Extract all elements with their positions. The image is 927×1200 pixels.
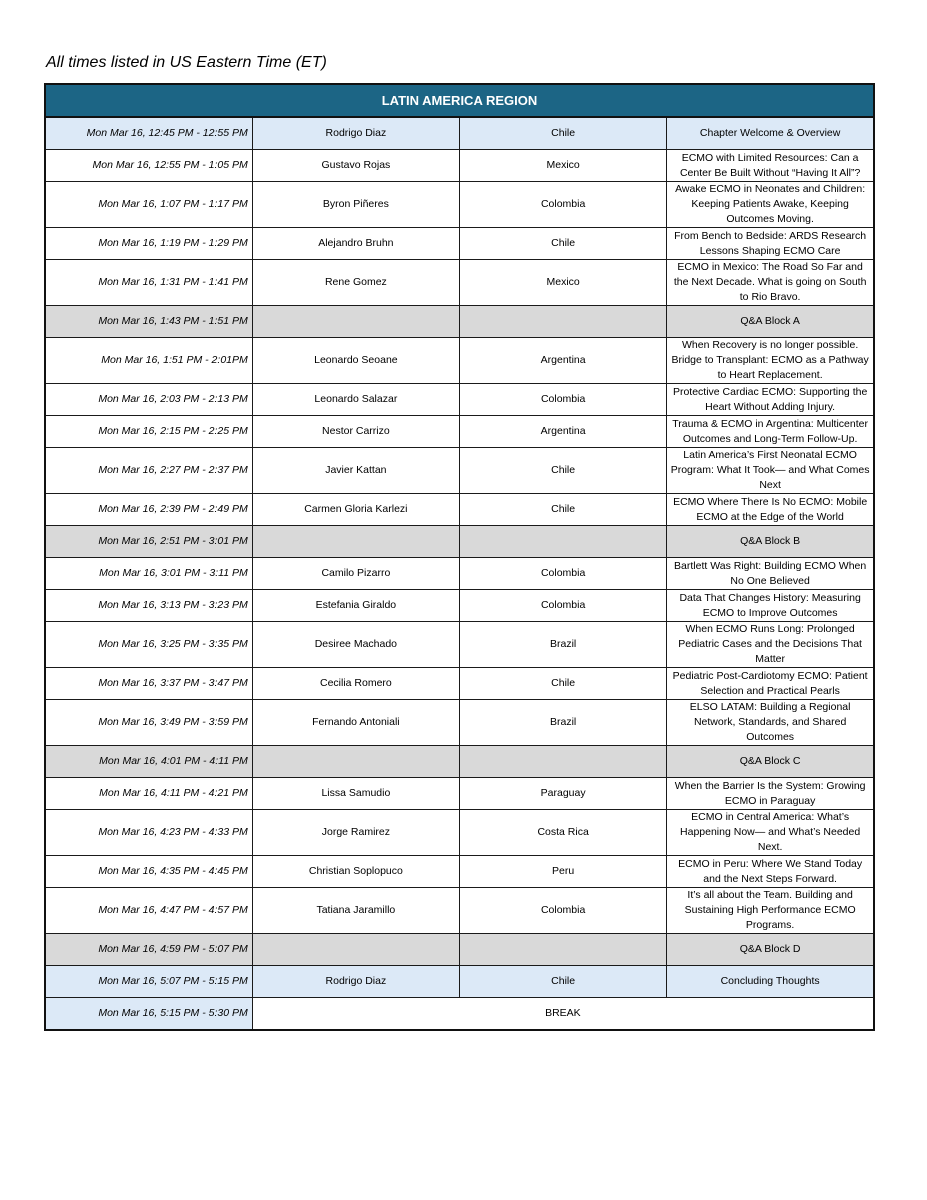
- session-time: Mon Mar 16, 3:37 PM - 3:47 PM: [45, 668, 252, 700]
- session-time: Mon Mar 16, 2:51 PM - 3:01 PM: [45, 526, 252, 558]
- session-speaker: Christian Soplopuco: [252, 856, 459, 888]
- timezone-note: All times listed in US Eastern Time (ET): [46, 54, 327, 71]
- session-row: [45, 810, 874, 856]
- session-title: Trauma & ECMO in Argentina: Multicenter Outcomes and Long-Term Follow-Up.: [667, 416, 874, 448]
- session-time: Mon Mar 16, 2:03 PM - 2:13 PM: [45, 384, 252, 416]
- schedule-body: [45, 84, 874, 1030]
- session-speaker: [252, 934, 459, 966]
- session-country: [460, 306, 667, 338]
- session-time: Mon Mar 16, 3:13 PM - 3:23 PM: [45, 590, 252, 622]
- session-country: [460, 934, 667, 966]
- session-time: Mon Mar 16, 2:15 PM - 2:25 PM: [45, 416, 252, 448]
- session-speaker: [252, 306, 459, 338]
- session-speaker: Leonardo Seoane: [252, 338, 459, 384]
- session-title: Q&A Block A: [667, 306, 874, 338]
- session-country: Chile: [460, 966, 667, 998]
- session-row: [45, 668, 874, 700]
- session-speaker: Estefania Giraldo: [252, 590, 459, 622]
- session-time: Mon Mar 16, 2:27 PM - 2:37 PM: [45, 448, 252, 494]
- session-title: Q&A Block C: [667, 746, 874, 778]
- session-title: Protective Cardiac ECMO: Supporting the Heart Without Adding Injury.: [667, 384, 874, 416]
- session-row: [45, 700, 874, 746]
- session-speaker: Rene Gomez: [252, 260, 459, 306]
- session-country: Costa Rica: [460, 810, 667, 856]
- session-row: [45, 228, 874, 260]
- session-speaker: Rodrigo Diaz: [252, 117, 459, 150]
- session-time: Mon Mar 16, 4:11 PM - 4:21 PM: [45, 778, 252, 810]
- session-time: Mon Mar 16, 4:23 PM - 4:33 PM: [45, 810, 252, 856]
- session-speaker: Gustavo Rojas: [252, 150, 459, 182]
- session-time: Mon Mar 16, 5:07 PM - 5:15 PM: [45, 966, 252, 998]
- session-time: Mon Mar 16, 3:49 PM - 3:59 PM: [45, 700, 252, 746]
- session-row: [45, 494, 874, 526]
- session-row: [45, 448, 874, 494]
- session-row: [45, 590, 874, 622]
- session-country: [460, 746, 667, 778]
- session-country: Colombia: [460, 384, 667, 416]
- session-speaker: [252, 526, 459, 558]
- session-country: Chile: [460, 448, 667, 494]
- region-title: LATIN AMERICA REGION: [45, 84, 874, 117]
- session-speaker: Rodrigo Diaz: [252, 966, 459, 998]
- qa-block-row: [45, 526, 874, 558]
- session-country: Colombia: [460, 590, 667, 622]
- session-country: Peru: [460, 856, 667, 888]
- session-country: Argentina: [460, 416, 667, 448]
- session-time: Mon Mar 16, 1:51 PM - 2:01PM: [45, 338, 252, 384]
- session-speaker: Lissa Samudio: [252, 778, 459, 810]
- session-country: Brazil: [460, 700, 667, 746]
- session-country: [460, 526, 667, 558]
- session-title: When ECMO Runs Long: Prolonged Pediatric Cases and the Decisions That Matter: [667, 622, 874, 668]
- session-time: Mon Mar 16, 4:47 PM - 4:57 PM: [45, 888, 252, 934]
- qa-block-row: [45, 934, 874, 966]
- session-time: Mon Mar 16, 2:39 PM - 2:49 PM: [45, 494, 252, 526]
- session-row: [45, 966, 874, 998]
- session-title: Q&A Block D: [667, 934, 874, 966]
- session-time: Mon Mar 16, 3:25 PM - 3:35 PM: [45, 622, 252, 668]
- session-country: Colombia: [460, 888, 667, 934]
- session-row: [45, 416, 874, 448]
- session-country: Colombia: [460, 558, 667, 590]
- session-row: [45, 778, 874, 810]
- session-speaker: Desiree Machado: [252, 622, 459, 668]
- session-title: Bartlett Was Right: Building ECMO When No One Believed: [667, 558, 874, 590]
- qa-block-row: [45, 746, 874, 778]
- session-title: Q&A Block B: [667, 526, 874, 558]
- session-time: Mon Mar 16, 1:31 PM - 1:41 PM: [45, 260, 252, 306]
- session-country: Chile: [460, 494, 667, 526]
- session-title: ECMO in Peru: Where We Stand Today and the Next Steps Forward.: [667, 856, 874, 888]
- break-label: BREAK: [252, 998, 874, 1031]
- break-time: Mon Mar 16, 5:15 PM - 5:30 PM: [45, 998, 252, 1031]
- session-title: Chapter Welcome & Overview: [667, 117, 874, 150]
- session-time: Mon Mar 16, 12:45 PM - 12:55 PM: [45, 117, 252, 150]
- session-speaker: Javier Kattan: [252, 448, 459, 494]
- qa-block-row: [45, 306, 874, 338]
- session-country: Chile: [460, 668, 667, 700]
- session-speaker: Byron Piñeres: [252, 182, 459, 228]
- session-country: Chile: [460, 228, 667, 260]
- session-speaker: Camilo Pizarro: [252, 558, 459, 590]
- session-title: Pediatric Post-Cardiotomy ECMO: Patient Selection and Practical Pearls: [667, 668, 874, 700]
- session-time: Mon Mar 16, 3:01 PM - 3:11 PM: [45, 558, 252, 590]
- session-speaker: [252, 746, 459, 778]
- session-row: [45, 260, 874, 306]
- session-country: Paraguay: [460, 778, 667, 810]
- region-header-row: [45, 84, 874, 117]
- session-row: [45, 856, 874, 888]
- schedule-table: [44, 83, 875, 1031]
- session-country: Mexico: [460, 260, 667, 306]
- session-title: Latin America’s First Neonatal ECMO Program: What It Took— and What Comes Next: [667, 448, 874, 494]
- session-row: [45, 150, 874, 182]
- session-time: Mon Mar 16, 4:59 PM - 5:07 PM: [45, 934, 252, 966]
- session-title: ECMO in Mexico: The Road So Far and the Next Decade. What is going on South to Rio Bravo.: [667, 260, 874, 306]
- session-row: [45, 182, 874, 228]
- session-title: Awake ECMO in Neonates and Children: Keeping Patients Awake, Keeping Outcomes Moving.: [667, 182, 874, 228]
- session-speaker: Leonardo Salazar: [252, 384, 459, 416]
- session-row: [45, 117, 874, 150]
- session-speaker: Nestor Carrizo: [252, 416, 459, 448]
- session-time: Mon Mar 16, 12:55 PM - 1:05 PM: [45, 150, 252, 182]
- session-row: [45, 558, 874, 590]
- session-speaker: Cecilia Romero: [252, 668, 459, 700]
- session-title: When Recovery is no longer possible. Bridge to Transplant: ECMO as a Pathway to Heart Replacement.: [667, 338, 874, 384]
- session-speaker: Tatiana Jaramillo: [252, 888, 459, 934]
- session-country: Mexico: [460, 150, 667, 182]
- session-country: Chile: [460, 117, 667, 150]
- session-title: It’s all about the Team. Building and Sustaining High Performance ECMO Programs.: [667, 888, 874, 934]
- session-time: Mon Mar 16, 4:35 PM - 4:45 PM: [45, 856, 252, 888]
- session-time: Mon Mar 16, 1:43 PM - 1:51 PM: [45, 306, 252, 338]
- session-title: ELSO LATAM: Building a Regional Network, Standards, and Shared Outcomes: [667, 700, 874, 746]
- session-time: Mon Mar 16, 1:19 PM - 1:29 PM: [45, 228, 252, 260]
- session-time: Mon Mar 16, 1:07 PM - 1:17 PM: [45, 182, 252, 228]
- session-title: ECMO in Central America: What’s Happening Now— and What’s Needed Next.: [667, 810, 874, 856]
- session-country: Argentina: [460, 338, 667, 384]
- session-row: [45, 622, 874, 668]
- session-country: Colombia: [460, 182, 667, 228]
- session-title: ECMO Where There Is No ECMO: Mobile ECMO at the Edge of the World: [667, 494, 874, 526]
- session-title: When the Barrier Is the System: Growing ECMO in Paraguay: [667, 778, 874, 810]
- session-country: Brazil: [460, 622, 667, 668]
- session-title: Data That Changes History: Measuring ECMO to Improve Outcomes: [667, 590, 874, 622]
- session-speaker: Fernando Antoniali: [252, 700, 459, 746]
- session-time: Mon Mar 16, 4:01 PM - 4:11 PM: [45, 746, 252, 778]
- session-speaker: Carmen Gloria Karlezi: [252, 494, 459, 526]
- session-speaker: Alejandro Bruhn: [252, 228, 459, 260]
- session-title: Concluding Thoughts: [667, 966, 874, 998]
- session-row: [45, 384, 874, 416]
- session-row: [45, 888, 874, 934]
- session-title: From Bench to Bedside: ARDS Research Lessons Shaping ECMO Care: [667, 228, 874, 260]
- break-row: [45, 998, 874, 1031]
- session-row: [45, 338, 874, 384]
- session-speaker: Jorge Ramirez: [252, 810, 459, 856]
- session-title: ECMO with Limited Resources: Can a Center Be Built Without “Having It All”?: [667, 150, 874, 182]
